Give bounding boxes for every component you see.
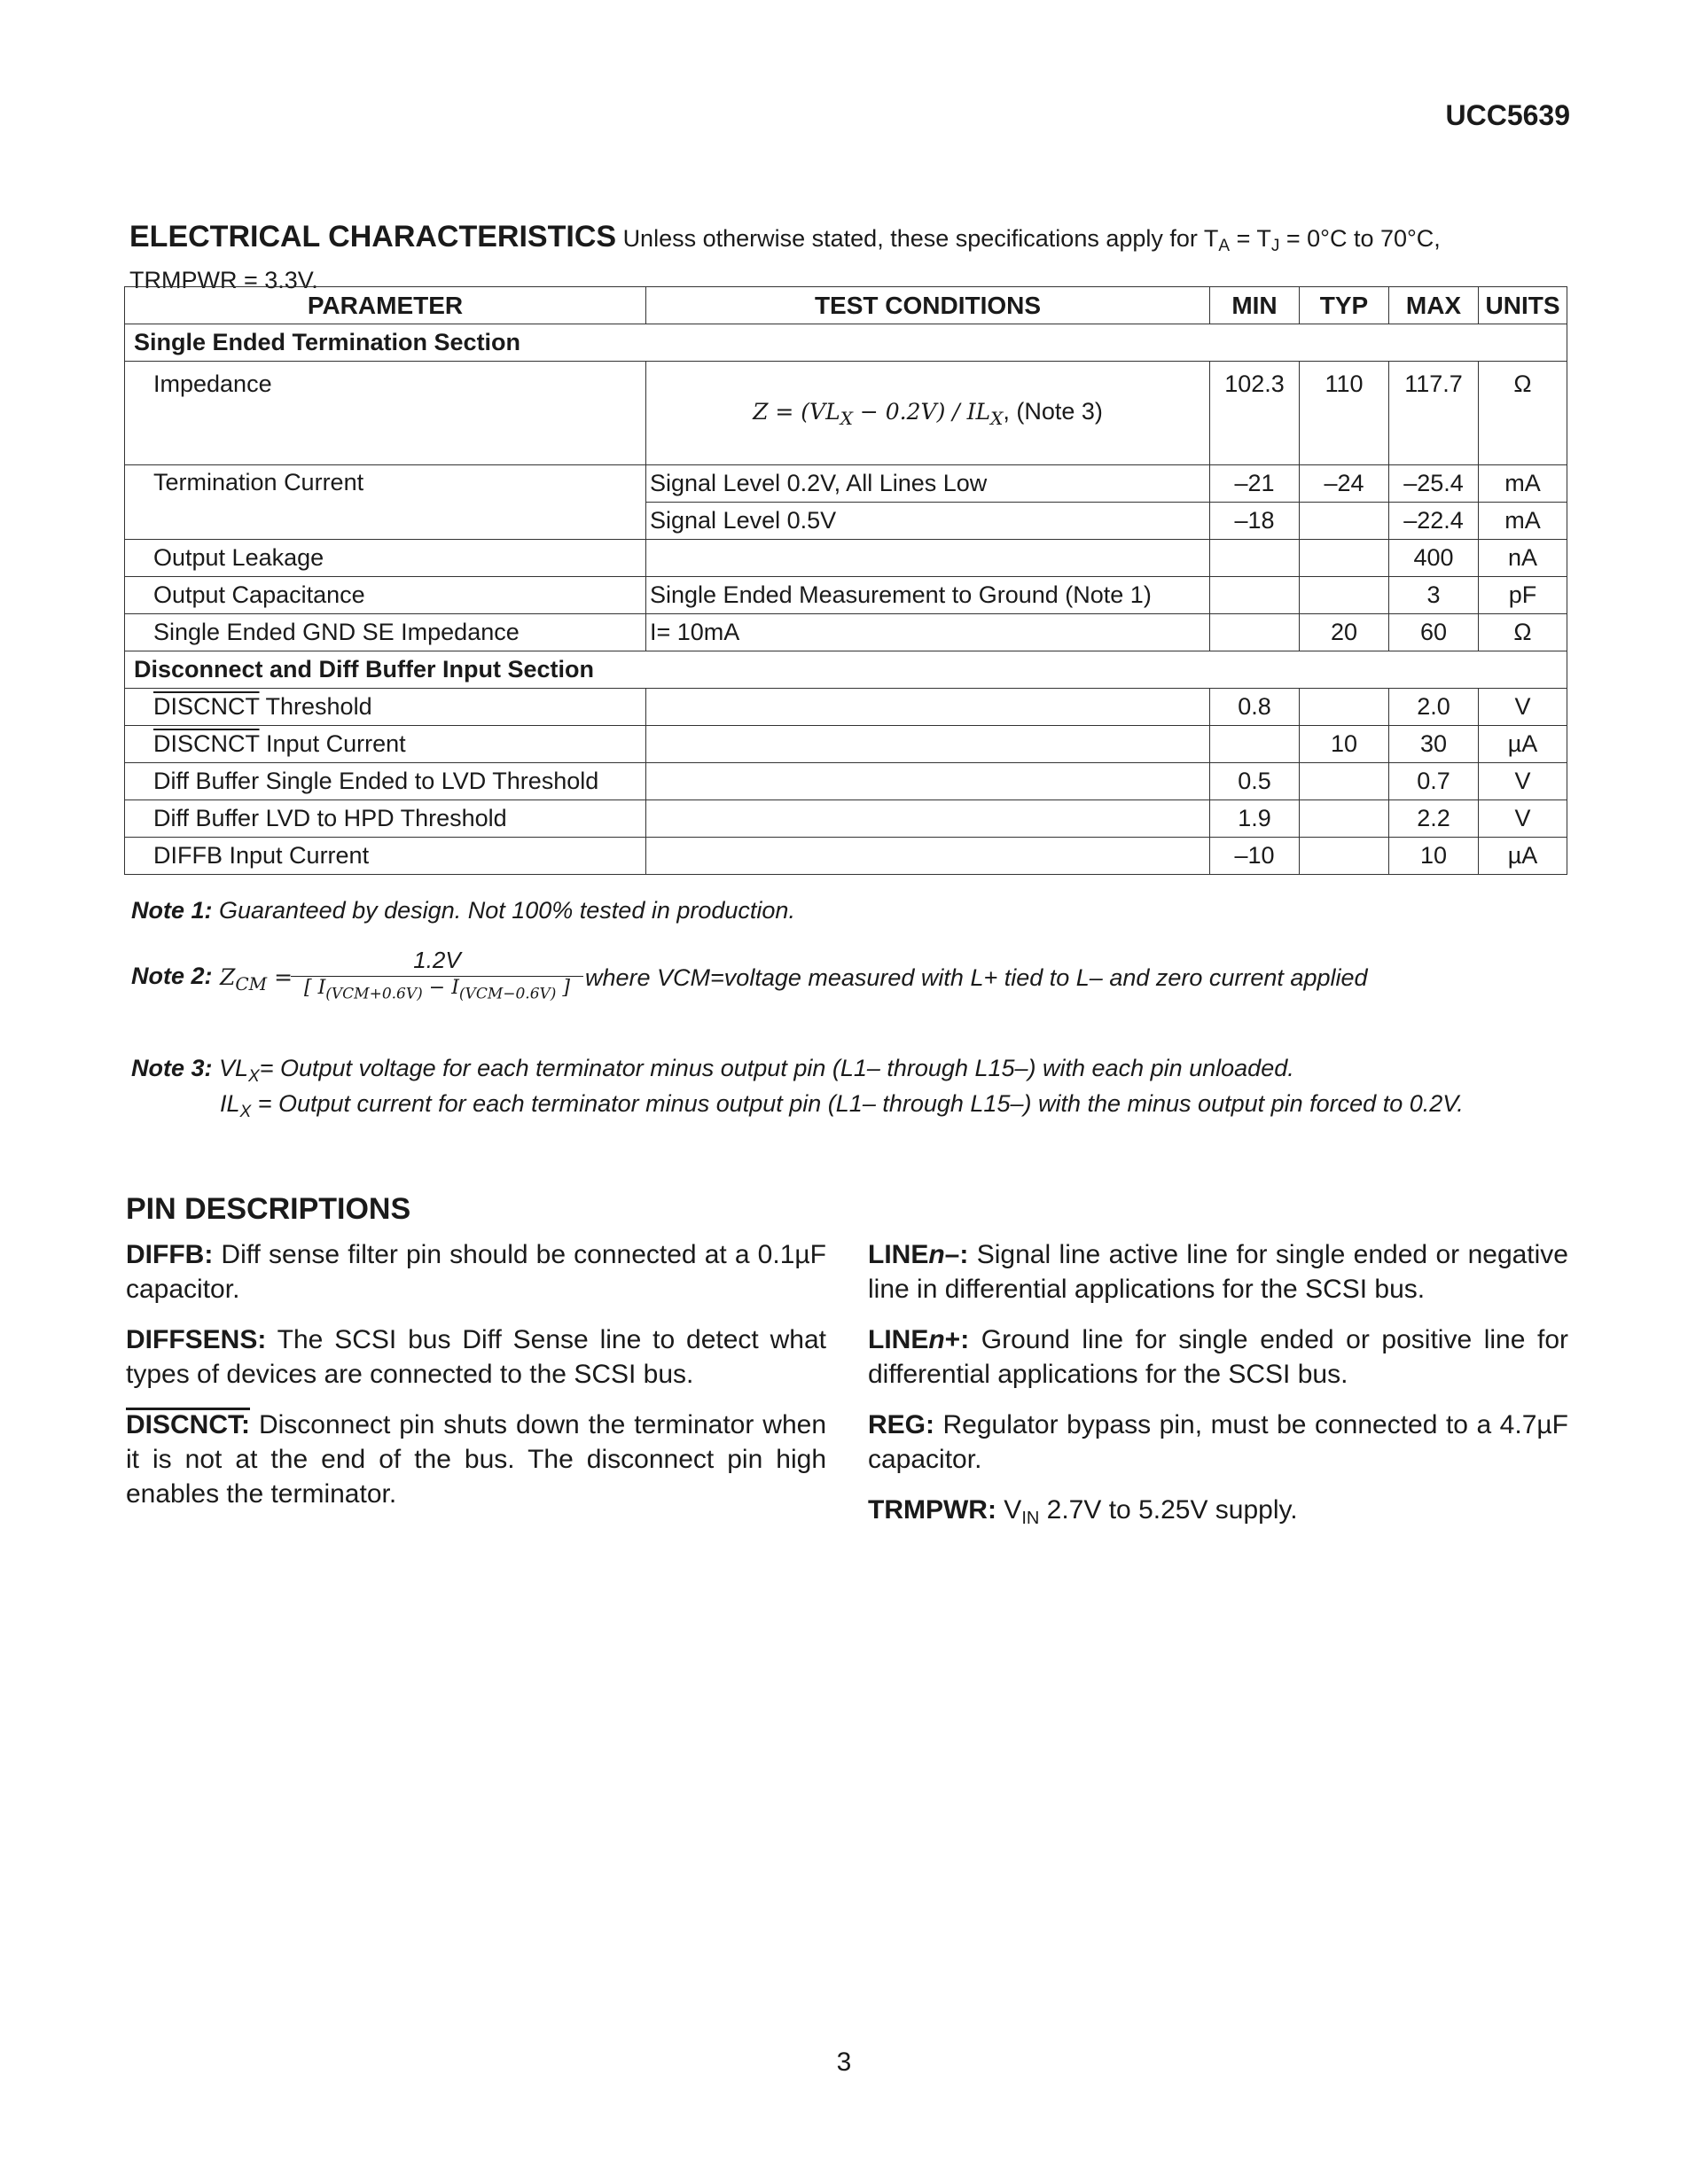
max-cell: 3 — [1389, 577, 1479, 614]
header-min: MIN — [1210, 287, 1300, 324]
part-number: UCC5639 — [1445, 99, 1570, 131]
table-row — [125, 362, 1567, 465]
param-cell: Termination Current — [125, 465, 646, 540]
min-cell: 0.5 — [1210, 763, 1300, 800]
note-2 — [131, 947, 1585, 1018]
note-2-text: where VCM=voltage measured with L+ tied to L– and zero current applied — [585, 964, 1368, 991]
note-1: Note 1: Guaranteed by design. Not 100% tested in production. — [131, 897, 795, 924]
min-cell: 1.9 — [1210, 800, 1300, 838]
table-row — [125, 838, 1567, 875]
typ-cell — [1300, 763, 1389, 800]
note-label: Note 3: — [131, 1055, 213, 1081]
pin-descriptions-title: PIN DESCRIPTIONS — [126, 1192, 411, 1226]
cond-cell: Signal Level 0.2V, All Lines Low — [646, 465, 1210, 503]
typ-cell — [1300, 503, 1389, 540]
page-number: 3 — [836, 2048, 852, 2077]
table-row — [125, 540, 1567, 577]
pin-line-minus: LINEn–: Signal line active line for single ended or negative line in differential applications for the SCSI bus. — [868, 1240, 1568, 1304]
min-cell: –21 — [1210, 465, 1300, 503]
typ-cell — [1300, 689, 1389, 726]
units-cell: mA — [1479, 465, 1567, 503]
min-cell — [1210, 540, 1300, 577]
min-cell: –10 — [1210, 838, 1300, 875]
zcm-numerator: 1.2V — [291, 947, 583, 977]
pin-discnct: DISCNCT: Disconnect pin shuts down the terminator when it is not at the end of the bus. The disconnect pin high enables the terminator. — [126, 1410, 826, 1509]
zcm-symbol: $Z_{CM}$ = — [220, 964, 293, 994]
param-cell: Impedance — [125, 362, 646, 465]
max-cell: 400 — [1389, 540, 1479, 577]
header-units: UNITS — [1479, 287, 1567, 324]
param-cell: DIFFB Input Current — [125, 838, 646, 875]
units-cell: V — [1479, 800, 1567, 838]
table-row — [125, 763, 1567, 800]
table-header-row — [125, 287, 1567, 324]
ec-heading — [129, 220, 1566, 297]
max-cell: 2.2 — [1389, 800, 1479, 838]
cond-cell — [646, 689, 1210, 726]
param-cell: Single Ended GND SE Impedance — [125, 614, 646, 651]
cond-cell — [646, 763, 1210, 800]
max-cell: 30 — [1389, 726, 1479, 763]
cond-cell: Signal Level 0.5V — [646, 503, 1210, 540]
units-cell: Ω — [1479, 614, 1567, 651]
typ-cell: 10 — [1300, 726, 1389, 763]
cond-cell — [646, 800, 1210, 838]
table-row — [125, 614, 1567, 651]
header-parameter: PARAMETER — [125, 287, 646, 324]
param-cell: Diff Buffer LVD to HPD Threshold — [125, 800, 646, 838]
table-row — [125, 800, 1567, 838]
max-cell: 0.7 — [1389, 763, 1479, 800]
param-cell: DISCNCT Input Current — [125, 726, 646, 763]
param-cell: Diff Buffer Single Ended to LVD Threshold — [125, 763, 646, 800]
electrical-characteristics-table — [124, 286, 1567, 875]
units-cell: pF — [1479, 577, 1567, 614]
formula-cell: $Z = (VL_X - 0.2V) / IL_X$, (Note 3) — [646, 362, 1210, 465]
min-cell — [1210, 614, 1300, 651]
note-label: Note 1: — [131, 897, 213, 924]
max-cell: –25.4 — [1389, 465, 1479, 503]
min-cell — [1210, 726, 1300, 763]
cond-cell — [646, 540, 1210, 577]
pin-diffb: DIFFB: Diff sense filter pin should be connected at a 0.1µF capacitor. — [126, 1240, 826, 1304]
pin-trmpwr: TRMPWR: $V_{IN}$ 2.7V to 5.25V supply. — [868, 1495, 1298, 1528]
min-cell: –18 — [1210, 503, 1300, 540]
max-cell: 117.7 — [1389, 362, 1479, 465]
typ-cell: 110 — [1300, 362, 1389, 465]
note-label: Note 2: — [131, 963, 213, 989]
typ-cell — [1300, 800, 1389, 838]
header-typ: TYP — [1300, 287, 1389, 324]
header-conditions: TEST CONDITIONS — [646, 287, 1210, 324]
zcm-denominator: [ $I_{(VCM+0.6V)} - I_{(VCM-0.6V)}$ ] — [303, 977, 570, 1003]
impedance-formula: $Z = (VL_X - 0.2V) / IL_X$ — [753, 398, 1004, 429]
table-row — [125, 465, 1567, 503]
max-cell: 10 — [1389, 838, 1479, 875]
ec-subtitle-2: TRMPWR = 3.3V. — [129, 267, 318, 293]
param-cell: DISCNCT Threshold — [125, 689, 646, 726]
param-cell: Output Leakage — [125, 540, 646, 577]
units-cell: µA — [1479, 726, 1567, 763]
units-cell: V — [1479, 689, 1567, 726]
table-row — [125, 577, 1567, 614]
ec-subtitle: Unless otherwise stated, these specifications apply for $T_A = T_J = 0^\circ C$ to 70°C, — [622, 225, 1441, 255]
pin-diffsens: DIFFSENS: The SCSI bus Diff Sense line to detect what types of devices are connected to the SCSI bus. — [126, 1325, 826, 1389]
cond-cell: Single Ended Measurement to Ground (Note 1) — [646, 577, 1210, 614]
note-3: Note 3: $VL_X=$ Output voltage for each terminator minus output pin (L1– through L15–) with each pin unloaded. $IL_X$ = Output current for each terminator minus output pin (L1– through L15–) with the minus output pin forced to 0.2V. — [131, 1055, 1464, 1121]
pin-reg: REG: Regulator bypass pin, must be connected to a 4.7µF capacitor. — [868, 1410, 1568, 1474]
table-row — [125, 726, 1567, 763]
typ-cell — [1300, 540, 1389, 577]
min-cell — [1210, 577, 1300, 614]
typ-cell — [1300, 577, 1389, 614]
cond-cell — [646, 726, 1210, 763]
table-row — [125, 689, 1567, 726]
pin-column-right — [868, 1237, 1568, 1552]
min-cell: 0.8 — [1210, 689, 1300, 726]
section-title: Disconnect and Diff Buffer Input Section — [125, 651, 1567, 689]
units-cell: Ω — [1479, 362, 1567, 465]
max-cell: 60 — [1389, 614, 1479, 651]
section-row — [125, 324, 1567, 362]
units-cell: µA — [1479, 838, 1567, 875]
max-cell: 2.0 — [1389, 689, 1479, 726]
cond-cell: I= 10mA — [646, 614, 1210, 651]
typ-cell — [1300, 838, 1389, 875]
pin-line-plus: LINEn+: Ground line for single ended or positive line for differential applications for the SCSI bus. — [868, 1325, 1568, 1389]
units-cell: nA — [1479, 540, 1567, 577]
min-cell: 102.3 — [1210, 362, 1300, 465]
param-cell: Output Capacitance — [125, 577, 646, 614]
section-row — [125, 651, 1567, 689]
header-max: MAX — [1389, 287, 1479, 324]
units-cell: mA — [1479, 503, 1567, 540]
typ-cell: –24 — [1300, 465, 1389, 503]
ec-title: ELECTRICAL CHARACTERISTICS — [129, 220, 617, 254]
zcm-fraction — [291, 947, 583, 1002]
pin-column-left — [126, 1237, 826, 1527]
cond-cell — [646, 838, 1210, 875]
units-cell: V — [1479, 763, 1567, 800]
typ-cell: 20 — [1300, 614, 1389, 651]
section-title: Single Ended Termination Section — [125, 324, 1567, 362]
max-cell: –22.4 — [1389, 503, 1479, 540]
